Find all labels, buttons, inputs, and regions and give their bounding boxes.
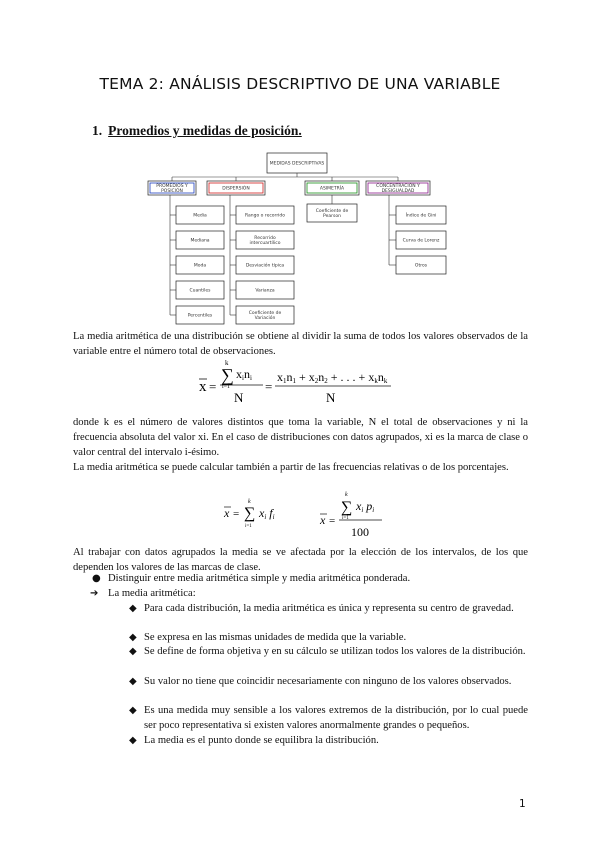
svg-text:=: = <box>265 379 273 394</box>
subitem-text: Para cada distribución, la media aritmética es única y representa su centro de gravedad. <box>144 603 514 614</box>
svg-text:xini: xini <box>236 367 252 382</box>
subitem-text: La media es el punto donde se equilibra la distribución. <box>144 735 379 746</box>
diagram-label: Mediana <box>190 238 210 244</box>
svg-text:xi pi: xi pi <box>356 499 375 514</box>
diagram-label: DESIGUALDAD <box>381 189 415 195</box>
svg-text:i=1: i=1 <box>245 524 252 529</box>
svg-text:N: N <box>234 390 244 405</box>
svg-text:k: k <box>248 499 251 505</box>
formula-sum: ∑ <box>221 365 234 385</box>
subitem-text: Su valor no tiene que coincidir necesariamente con ninguno de los valores observados. <box>144 676 512 687</box>
diagram-item-1-3 <box>236 281 294 299</box>
diagram-label: Recorrido <box>254 236 276 241</box>
paragraph-mean-definition: La media aritmética de una distribución se obtiene al dividir la suma de todos los valores observados de la variable entre el número total de observaciones. <box>73 331 528 357</box>
diagram-item-1-1 <box>236 231 294 249</box>
svg-text:∑: ∑ <box>244 505 256 522</box>
diamond-bullet-icon: ◆ <box>129 705 137 716</box>
svg-text:k: k <box>225 359 229 367</box>
diagram-label: CONCENTRACIÓN Y <box>376 184 420 189</box>
diamond-bullet-icon: ◆ <box>129 735 137 746</box>
diagram-root <box>267 153 327 173</box>
svg-text:∑: ∑ <box>341 499 353 516</box>
section-number: 1. <box>92 123 103 138</box>
subitem-text: Se expresa en las mismas unidades de medida que la variable. <box>144 632 407 643</box>
svg-text:x: x <box>320 513 326 527</box>
svg-text:i=1: i=1 <box>222 384 231 390</box>
page-title: TEMA 2: ANÁLISIS DESCRIPTIVO DE UNA VARIABLE <box>99 75 501 93</box>
subitem-text: Se define de forma objetiva y en su cálculo se utilizan todos los valores de la distribución. <box>144 646 526 657</box>
diagram-item-0-0 <box>176 206 224 224</box>
diagram-label: Desviación típica <box>245 263 285 269</box>
paragraph-relative-frequencies: La media aritmética se puede calcular también a partir de las frecuencias relativas o de los porcentajes. <box>73 462 509 473</box>
diagram-label: Percentiles <box>187 313 213 319</box>
diagram-label: MEDIDAS DESCRIPTIVAS <box>269 161 325 167</box>
svg-text:i=1: i=1 <box>342 516 349 521</box>
diagram-label: ASIMETRÍA <box>319 186 345 192</box>
diagram-label: POSICIÓN <box>161 189 183 195</box>
diagram-label: Coeficiente de <box>248 311 282 316</box>
diagram-label: Moda <box>193 263 207 269</box>
diagram-label: Rango o recorrido <box>244 213 286 219</box>
svg-text:xi fi: xi fi <box>259 506 275 521</box>
diagram-item-0-4 <box>176 306 224 324</box>
diagram-group-3 <box>366 181 430 195</box>
diagram-group-1 <box>207 181 265 195</box>
diagram-label: Cuantiles <box>189 288 211 294</box>
diagram-label: DISPERSIÓN <box>222 186 250 192</box>
diagram-label: Coeficiente de <box>315 209 349 214</box>
diagram-item-1-4 <box>236 306 294 324</box>
diamond-bullet-icon: ◆ <box>129 646 137 657</box>
diagram-item-1-2 <box>236 256 294 274</box>
arrow-icon: ➔ <box>90 588 99 599</box>
diagram-item-3-1 <box>396 231 446 249</box>
diagram-label: Varianza <box>255 288 275 294</box>
svg-text:x1n1 + x2n2 + . . . + xknk: x1n1 + x2n2 + . . . + xknk <box>277 370 388 385</box>
svg-text:100: 100 <box>351 525 369 539</box>
diagram-item-3-0 <box>396 206 446 224</box>
diagram-label: Curva de Lorenz <box>402 238 440 244</box>
page-number: 1 <box>519 798 526 810</box>
subitem-text: Es una medida muy sensible a los valores extremos de la distribución, por lo cual puede ser poco representativa si existen valores anormalmente grandes o pequeños. <box>144 705 528 731</box>
section-label: Promedios y medidas de posición. <box>108 123 302 138</box>
diagram-label: PROMEDIOS Y <box>156 184 188 189</box>
formula-xbar: x <box>199 379 207 395</box>
formula-eq: = <box>209 379 217 394</box>
diagram-label: Otros <box>414 263 428 269</box>
diagram-label: Media <box>193 213 207 219</box>
diagram-item-0-3 <box>176 281 224 299</box>
diamond-bullet-icon: ◆ <box>129 632 137 643</box>
bullet-dot-icon: ● <box>92 573 101 584</box>
diagram-item-3-2 <box>396 256 446 274</box>
diagram-item-2-0 <box>307 204 357 222</box>
formula-mean-percent <box>318 486 388 542</box>
diagram-item-0-1 <box>176 231 224 249</box>
paragraph-grouped-data: Al trabajar con datos agrupados la media se ve afectada por la elección de los intervalos, de los que dependen los valores de las marcas de clase. <box>73 547 528 573</box>
diagram-item-1-0 <box>236 206 294 224</box>
paragraph-notation: donde k es el número de valores distintos que toma la variable, N el total de observaciones y ni la frecuencia absoluta del valor xi. En el caso de distribuciones con datos agrupados, xi es la marca de clase o valor central del intervalo i-ésimo. <box>73 417 528 458</box>
diagram-label: Pearson <box>323 214 341 220</box>
svg-text:x: x <box>224 506 230 520</box>
svg-text:N: N <box>326 390 336 405</box>
formula-mean-relative <box>222 495 292 531</box>
diagram-group-2 <box>305 181 359 195</box>
arrow-item: La media aritmética: <box>108 588 196 599</box>
diagram-label: Índice de Gini <box>405 213 437 219</box>
diagram-item-0-2 <box>176 256 224 274</box>
bullet-item: Distinguir entre media aritmética simple y media aritmética ponderada. <box>108 573 411 584</box>
diamond-bullet-icon: ◆ <box>129 676 137 687</box>
svg-text:=: = <box>233 508 240 520</box>
svg-text:=: = <box>329 515 336 527</box>
diagram-group-0 <box>148 181 196 195</box>
svg-text:k: k <box>345 492 348 498</box>
diagram-label: intercuartílico <box>249 241 281 247</box>
formula-mean-absolute <box>195 357 395 409</box>
diagram-label: Variación <box>254 316 276 322</box>
diamond-bullet-icon: ◆ <box>129 603 137 614</box>
